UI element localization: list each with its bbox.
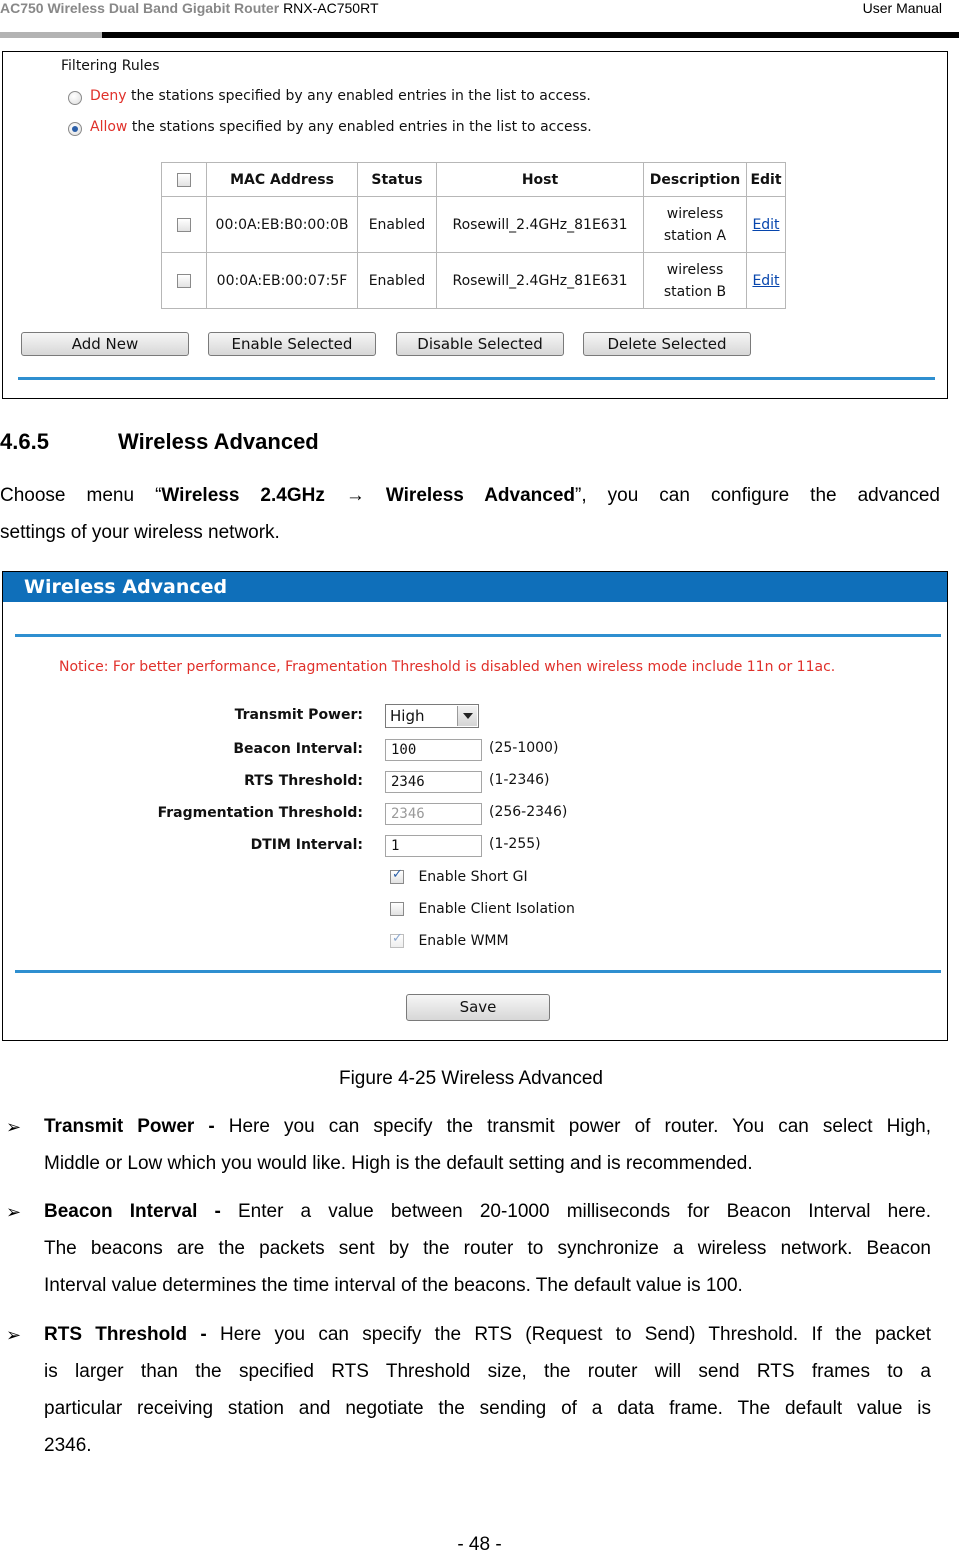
table-row [162, 253, 786, 309]
description-line2: station A [663, 227, 727, 244]
transmit-power-select[interactable] [385, 704, 479, 728]
col-edit: Edit [747, 163, 786, 197]
section-number: 4.6.5 [0, 429, 49, 454]
bullet-arrow-icon: ➢ [6, 1325, 22, 1345]
bullet-line: particular receiving station and negotiate the sending of a data frame. The default value is [44, 1398, 931, 1419]
allow-keyword: Allow [90, 119, 128, 135]
deny-option [90, 88, 591, 104]
col-host: Host [437, 163, 644, 197]
edit-link[interactable]: Edit [752, 216, 780, 233]
allow-option [90, 119, 592, 135]
bullet-term: RTS Threshold - [44, 1324, 207, 1345]
header-rule-gray [0, 32, 102, 38]
mac-filter-table [161, 162, 786, 309]
header-rule-black [102, 32, 959, 38]
intro-paragraph-line1 [0, 477, 940, 514]
client-isolation-checkbox[interactable] [390, 902, 404, 916]
bullet-line [44, 1316, 931, 1353]
bullet-line: Middle or Low which you would like. High is the default setting and is recommended. [44, 1153, 753, 1174]
section-title: Wireless Advanced [118, 429, 319, 454]
col-mac: MAC Address [207, 163, 358, 197]
bullet-line [44, 1193, 931, 1230]
description-line1: wireless [666, 261, 724, 278]
wmm-label: Enable WMM [418, 933, 509, 949]
mac-cell: 00:0A:EB:00:07:5F [207, 253, 358, 309]
col-status: Status [358, 163, 437, 197]
bullet-arrow-icon: ➢ [6, 1117, 22, 1137]
beacon-interval-label: Beacon Interval: [233, 741, 363, 757]
allow-radio[interactable] [68, 122, 82, 136]
save-button[interactable]: Save [406, 994, 550, 1021]
host-cell: Rosewill_2.4GHz_81E631 [437, 197, 644, 253]
col-description: Description [644, 163, 747, 197]
host-cell: Rosewill_2.4GHz_81E631 [437, 253, 644, 309]
select-all-cell [162, 163, 207, 197]
bullet-rts-threshold [44, 1316, 931, 1464]
figure-caption: Figure 4-25 Wireless Advanced [338, 1068, 603, 1089]
bullet-term: Transmit Power - [44, 1116, 215, 1137]
allow-text: the stations specified by any enabled entries in the list to access. [131, 119, 592, 135]
mac-cell: 00:0A:EB:B0:00:0B [207, 197, 358, 253]
bullet-beacon-interval [44, 1193, 931, 1304]
edit-cell [747, 253, 786, 309]
short-gi-checkbox[interactable] [390, 870, 404, 884]
rts-threshold-range: (1-2346) [489, 772, 550, 788]
header-model: RNX-AC750RT [283, 0, 379, 16]
wmm-option [390, 933, 509, 949]
fragmentation-threshold-range: (256-2346) [489, 804, 568, 820]
menu-path: Wireless 2.4GHz → Wireless Advanced [161, 485, 576, 506]
intro-part2: ”, you can configure the advanced [575, 485, 941, 506]
wmm-checkbox [390, 934, 404, 948]
divider-line [18, 377, 935, 380]
header-title [0, 0, 379, 16]
deny-radio[interactable] [68, 91, 82, 105]
row-select-cell [162, 197, 207, 253]
fragmentation-threshold-input: 2346 [385, 803, 482, 825]
table-row [162, 197, 786, 253]
description-cell [644, 197, 747, 253]
row-checkbox[interactable] [177, 218, 191, 232]
description-cell [644, 253, 747, 309]
deny-keyword: Deny [90, 88, 127, 104]
wireless-advanced-screenshot [2, 571, 948, 1041]
beacon-interval-range: (25-1000) [489, 740, 559, 756]
bullet-term: Beacon Interval - [44, 1201, 221, 1222]
bullet-line: The beacons are the packets sent by the router to synchronize a wireless network. Beacon [44, 1238, 931, 1259]
client-isolation-label: Enable Client Isolation [418, 901, 575, 917]
select-all-checkbox[interactable] [177, 173, 191, 187]
dtim-interval-label: DTIM Interval: [250, 837, 363, 853]
rts-threshold-label: RTS Threshold: [244, 773, 363, 789]
intro-paragraph-line2: settings of your wireless network. [0, 522, 280, 543]
bullet-text: Enter a value between 20-1000 milliseconds for Beacon Interval here. [220, 1201, 931, 1222]
page-number: - 48 - [457, 1534, 502, 1555]
table-header-row [162, 163, 786, 197]
bullet-text: Here you can specify the transmit power of router. You can select High, [214, 1116, 931, 1137]
filtering-rules-title: Filtering Rules [61, 58, 160, 74]
bullet-line: 2346. [44, 1435, 92, 1456]
bullet-arrow-icon: ➢ [6, 1202, 22, 1222]
enable-selected-button[interactable]: Enable Selected [208, 332, 376, 356]
edit-cell [747, 197, 786, 253]
bullet-line: is larger than the specified RTS Threshold size, the router will send RTS frames to a [44, 1361, 931, 1382]
chevron-down-icon [457, 706, 477, 726]
edit-link[interactable]: Edit [752, 272, 780, 289]
short-gi-option [390, 869, 528, 885]
rts-threshold-input[interactable]: 2346 [385, 771, 482, 793]
divider-line [15, 970, 941, 973]
wireless-advanced-title: Wireless Advanced [3, 572, 947, 602]
disable-selected-button[interactable]: Disable Selected [396, 332, 564, 356]
beacon-interval-input[interactable]: 100 [385, 739, 482, 761]
bullet-line: Interval value determines the time interval of the beacons. The default value is 100. [44, 1275, 743, 1296]
dtim-interval-input[interactable]: 1 [385, 835, 482, 857]
transmit-power-label: Transmit Power: [234, 707, 363, 723]
status-cell: Enabled [358, 253, 437, 309]
description-line1: wireless [666, 205, 724, 222]
dtim-interval-range: (1-255) [489, 836, 541, 852]
bullet-transmit-power [44, 1108, 931, 1182]
notice-text: Notice: For better performance, Fragmentation Threshold is disabled when wireless mode include 11n or 11ac. [59, 659, 836, 675]
transmit-power-value: High [390, 707, 425, 725]
row-select-cell [162, 253, 207, 309]
header-product: AC750 Wireless Dual Band Gigabit Router [0, 0, 280, 16]
intro-part1: Choose menu “ [0, 485, 162, 506]
row-checkbox[interactable] [177, 274, 191, 288]
delete-selected-button[interactable]: Delete Selected [583, 332, 751, 356]
divider-line [15, 634, 941, 637]
fragmentation-threshold-label: Fragmentation Threshold: [157, 805, 363, 821]
bullet-text: Here you can specify the RTS (Request to Send) Threshold. If the packet [206, 1324, 931, 1345]
add-new-button[interactable]: Add New [21, 332, 189, 356]
client-isolation-option [390, 901, 575, 917]
filtering-screenshot [2, 51, 948, 399]
status-cell: Enabled [358, 197, 437, 253]
short-gi-label: Enable Short GI [418, 869, 528, 885]
deny-text: the stations specified by any enabled entries in the list to access. [131, 88, 591, 104]
header-doc-type: User Manual [862, 0, 942, 16]
bullet-line [44, 1108, 931, 1145]
description-line2: station B [663, 283, 727, 300]
